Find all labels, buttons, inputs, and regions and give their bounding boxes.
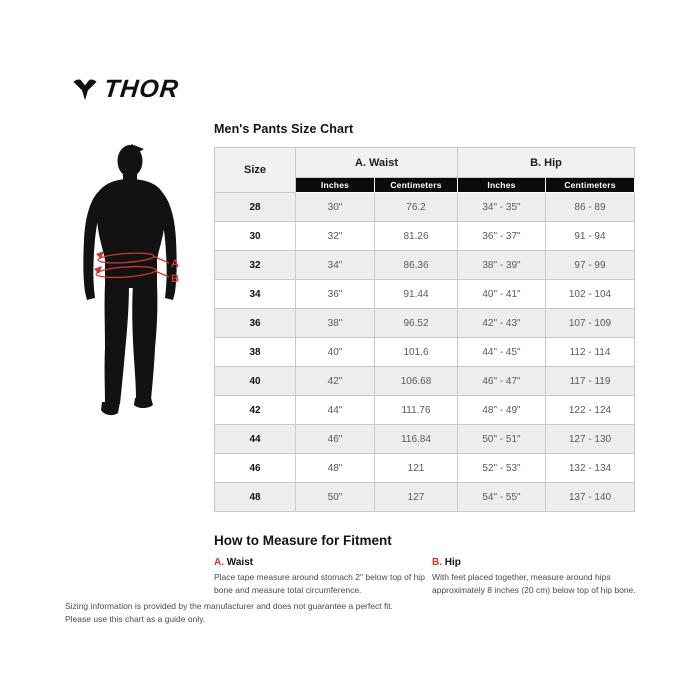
cell-size: 32 xyxy=(215,251,296,280)
cell-waist-centimeters: 116.84 xyxy=(375,425,458,454)
cell-size: 34 xyxy=(215,280,296,309)
table-row xyxy=(215,309,635,338)
cell-waist-inches: 30" xyxy=(296,193,375,222)
cell-size: 48 xyxy=(215,483,296,512)
cell-size: 42 xyxy=(215,396,296,425)
column-subheader-waist-centimeters: Centimeters xyxy=(375,178,458,193)
cell-hip-inches: 44" - 45" xyxy=(458,338,546,367)
cell-size: 28 xyxy=(215,193,296,222)
cell-hip-centimeters: 122 - 124 xyxy=(546,396,635,425)
cell-waist-centimeters: 121 xyxy=(375,454,458,483)
cell-size: 36 xyxy=(215,309,296,338)
measure-waist-heading xyxy=(214,557,430,568)
measure-hip-name: Hip xyxy=(444,557,461,568)
table-row xyxy=(215,454,635,483)
cell-hip-centimeters: 117 - 119 xyxy=(546,367,635,396)
cell-size: 38 xyxy=(215,338,296,367)
cell-waist-centimeters: 86.36 xyxy=(375,251,458,280)
cell-hip-centimeters: 112 - 114 xyxy=(546,338,635,367)
cell-waist-centimeters: 91.44 xyxy=(375,280,458,309)
column-header-hip-group: B. Hip xyxy=(458,148,635,178)
table-row xyxy=(215,222,635,251)
hip-label-b: B xyxy=(171,273,179,285)
cell-hip-centimeters: 132 - 134 xyxy=(546,454,635,483)
measure-item-waist xyxy=(214,557,430,597)
table-row xyxy=(215,280,635,309)
cell-hip-centimeters: 107 - 109 xyxy=(546,309,635,338)
cell-hip-inches: 46" - 47" xyxy=(458,367,546,396)
measure-hip-text: With feet placed together, measure around hips approximately 8 inches (20 cm) below top of hip bone. xyxy=(432,572,636,595)
size-chart-table xyxy=(214,147,635,512)
cell-waist-inches: 46" xyxy=(296,425,375,454)
cell-hip-inches: 40" - 41" xyxy=(458,280,546,309)
cell-waist-centimeters: 101.6 xyxy=(375,338,458,367)
cell-waist-centimeters: 81.26 xyxy=(375,222,458,251)
cell-waist-centimeters: 127 xyxy=(375,483,458,512)
column-subheader-hip-centimeters: Centimeters xyxy=(546,178,635,193)
cell-hip-centimeters: 102 - 104 xyxy=(546,280,635,309)
cell-waist-inches: 34" xyxy=(296,251,375,280)
column-header-waist-group: A. Waist xyxy=(296,148,458,178)
brand-logo-text: THOR xyxy=(102,75,181,103)
disclaimer-line-2: Please use this chart as a guide only. xyxy=(65,614,206,625)
cell-waist-inches: 40" xyxy=(296,338,375,367)
measure-waist-text: Place tape measure around stomach 2" below top of hip bone and measure total circumference. xyxy=(214,572,425,595)
cell-waist-centimeters: 96.52 xyxy=(375,309,458,338)
table-row xyxy=(215,483,635,512)
column-subheader-waist-inches: Inches xyxy=(296,178,375,193)
cell-waist-inches: 44" xyxy=(296,396,375,425)
column-header-size: Size xyxy=(215,148,296,193)
cell-hip-inches: 38" - 39" xyxy=(458,251,546,280)
cell-waist-centimeters: 106.68 xyxy=(375,367,458,396)
measure-hip-heading xyxy=(432,557,648,568)
cell-hip-inches: 42" - 43" xyxy=(458,309,546,338)
table-row xyxy=(215,251,635,280)
cell-hip-inches: 36" - 37" xyxy=(458,222,546,251)
size-chart-title: Men's Pants Size Chart xyxy=(214,122,354,136)
cell-size: 40 xyxy=(215,367,296,396)
measure-waist-letter: A. xyxy=(214,557,224,568)
cell-hip-centimeters: 86 - 89 xyxy=(546,193,635,222)
body-silhouette-figure xyxy=(75,142,190,432)
table-row xyxy=(215,367,635,396)
measure-waist-name: Waist xyxy=(226,557,254,568)
cell-hip-centimeters: 91 - 94 xyxy=(546,222,635,251)
sizing-disclaimer xyxy=(65,600,393,626)
cell-hip-inches: 54" - 55" xyxy=(458,483,546,512)
measure-section-title: How to Measure for Fitment xyxy=(214,533,392,548)
cell-waist-inches: 42" xyxy=(296,367,375,396)
cell-hip-centimeters: 97 - 99 xyxy=(546,251,635,280)
cell-hip-centimeters: 137 - 140 xyxy=(546,483,635,512)
cell-waist-inches: 50" xyxy=(296,483,375,512)
table-row xyxy=(215,338,635,367)
column-subheader-hip-inches: Inches xyxy=(458,178,546,193)
measure-hip-letter: B. xyxy=(432,557,442,568)
cell-waist-inches: 48" xyxy=(296,454,375,483)
cell-waist-inches: 38" xyxy=(296,309,375,338)
cell-hip-centimeters: 127 - 130 xyxy=(546,425,635,454)
cell-hip-inches: 48" - 49" xyxy=(458,396,546,425)
cell-size: 44 xyxy=(215,425,296,454)
male-silhouette xyxy=(83,144,176,415)
measure-item-hip xyxy=(432,557,648,597)
cell-hip-inches: 50" - 51" xyxy=(458,425,546,454)
cell-waist-centimeters: 76.2 xyxy=(375,193,458,222)
table-row xyxy=(215,193,635,222)
waist-label-a: A xyxy=(171,258,179,270)
cell-size: 46 xyxy=(215,454,296,483)
size-table-body xyxy=(215,193,635,512)
brand-logo xyxy=(73,77,179,102)
cell-hip-inches: 34" - 35" xyxy=(458,193,546,222)
cell-size: 30 xyxy=(215,222,296,251)
cell-waist-centimeters: 111.76 xyxy=(375,396,458,425)
cell-hip-inches: 52" - 53" xyxy=(458,454,546,483)
cell-waist-inches: 36" xyxy=(296,280,375,309)
disclaimer-line-1: Sizing information is provided by the manufacturer and does not guarantee a perfect fit. xyxy=(65,601,393,611)
table-row xyxy=(215,425,635,454)
table-row xyxy=(215,396,635,425)
cell-waist-inches: 32" xyxy=(296,222,375,251)
thor-horns-icon xyxy=(73,78,97,101)
